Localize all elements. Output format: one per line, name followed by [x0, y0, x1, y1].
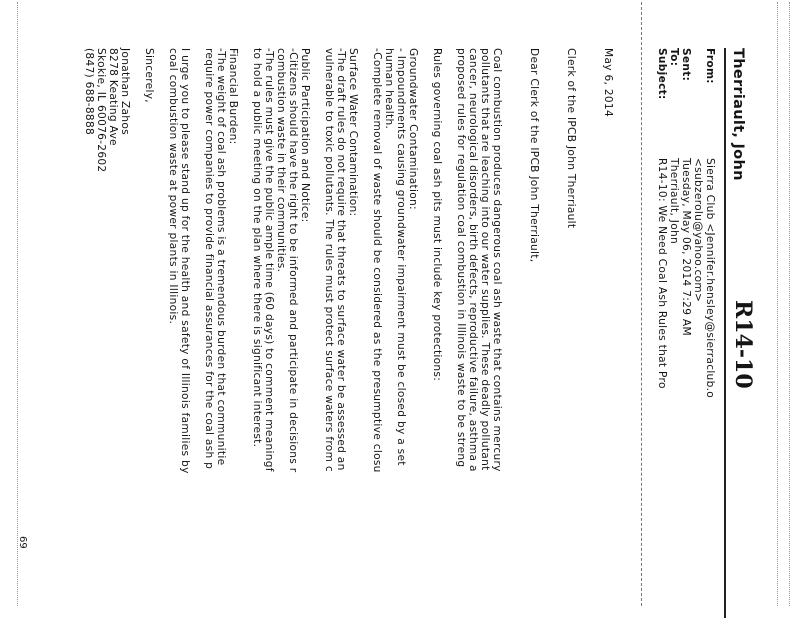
- letter-body: [83, 48, 614, 618]
- public-participation-section: [251, 48, 311, 618]
- sender-name-heading: Therriault, John: [730, 48, 746, 181]
- scan-noise-line: [17, 2, 18, 606]
- surface-water-section: [323, 48, 359, 618]
- intro-paragraph: [455, 48, 503, 618]
- closing-line: I urge you to please stand up for the health and safety of Illinois families by: [179, 48, 191, 474]
- to-label: To:: [668, 48, 680, 67]
- section-heading: Groundwater Contamination:: [407, 48, 419, 210]
- section-line: -The rules must give the public ample time (60 days) to comment meaningf: [263, 48, 275, 472]
- signature-city: Skokie, IL 60076-2602: [95, 48, 107, 173]
- groundwater-section: [371, 48, 419, 618]
- section-line: -The weight of coal ash problems is a tremendous burden that communitie: [215, 48, 227, 466]
- intro-line: Coal combustion produces dangerous coal ash waste that contains mercury: [491, 48, 503, 472]
- signature-name: Jonathan Zahos: [119, 48, 131, 135]
- section-line: to hold a public meeting on the plan where there is significant interest.: [251, 48, 263, 448]
- scan-noise-line: [777, 2, 778, 606]
- email-header-labels: [656, 48, 716, 100]
- section-heading: Public Participation and Notice:: [299, 48, 311, 223]
- letter-date: May 6, 2014: [602, 48, 614, 118]
- from-value: Sierra Club <Jennifer.hensley@sierraclub.o: [704, 158, 716, 399]
- from-value-email: <subzerolu@yahoo.com>: [692, 158, 704, 303]
- letter-salutation: Dear Clerk of the IPCB John Therriault,: [528, 48, 540, 263]
- section-line: -The draft rules do not require that threats to surface water be assessed an: [335, 48, 347, 471]
- section-heading: Financial Burden:: [227, 48, 239, 145]
- header-divider: [724, 48, 726, 618]
- closing-paragraph: [167, 48, 191, 618]
- section-line: combustion waste in their communities.: [275, 48, 287, 273]
- signature-block: [83, 48, 131, 618]
- section-line: human health.: [383, 48, 395, 130]
- from-label: From:: [704, 48, 716, 84]
- financial-burden-section: [203, 48, 239, 618]
- section-line: -Complete removal of waste should be considered as the presumptive closu: [371, 48, 383, 473]
- to-value: Therriault, John: [668, 158, 680, 245]
- section-line: - Impoundments causing groundwater impairment must be closed by a set: [395, 48, 407, 466]
- from-label-spacer: [692, 48, 704, 100]
- intro-line: proposed rules for regulation coal combustion in Illinois waste to be streng: [455, 48, 467, 468]
- letter-recipient: Clerk of the IPCB John Therriault: [565, 48, 577, 229]
- section-line: require power companies to provide financial assurances for the coal ash p: [203, 48, 215, 470]
- signature-street: 8278 Keating Ave: [107, 48, 119, 146]
- closing-line: coal combustion waste at power plants in Illinois.: [167, 48, 179, 325]
- section-line: vulnerable to toxic pollutants. The rules must protect surface waters from c: [323, 48, 335, 472]
- section-heading: Surface Water Contamination:: [347, 48, 359, 217]
- section-line: -Citizens should have the right to be informed and participate in decisions r: [287, 48, 299, 473]
- sent-label: Sent:: [680, 48, 692, 82]
- case-number-stamp: R14-10: [730, 300, 756, 389]
- signoff: Sincerely,: [143, 48, 155, 103]
- rules-intro: Rules governing coal ash pits must include key protections:: [431, 48, 443, 382]
- sent-value: Tuesday, May 06, 2014 7:29 AM: [680, 158, 692, 336]
- intro-line: cancer, neurological disorders, birth defects, reproductive failure, asthma a: [467, 48, 479, 472]
- scan-noise-line: [789, 2, 790, 606]
- scan-noise-line: [641, 2, 642, 606]
- email-header-values: [656, 158, 716, 398]
- subject-label: Subject:: [656, 48, 668, 100]
- signature-phone: (847) 688-8888: [83, 48, 95, 136]
- page-number: 69: [17, 536, 28, 549]
- subject-value: R14-10: We Need Coal Ash Rules that Pro: [656, 158, 668, 389]
- intro-line: pollutants that are leaching into our water supplies. These deadly pollutant: [479, 48, 491, 471]
